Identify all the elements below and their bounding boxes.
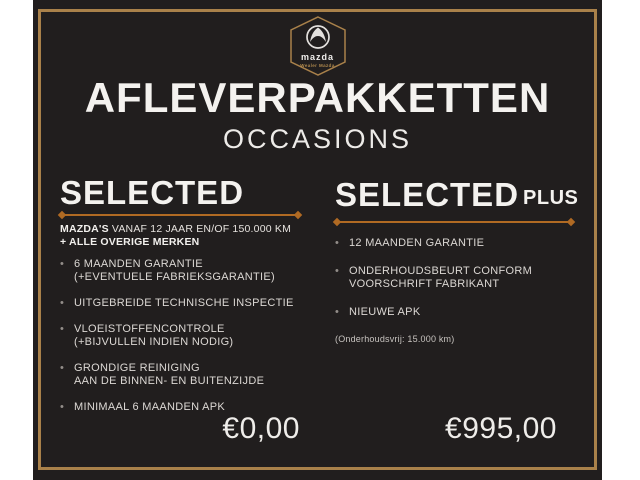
bullet-icon: • <box>335 237 339 249</box>
list-item <box>60 362 300 388</box>
item-text: 6 MAANDEN GARANTIE (+EVENTUELE FABRIEKSGARANTIE) <box>74 258 275 283</box>
intro-line2: + ALLE OVERIGE MERKEN <box>60 235 200 248</box>
bullet-icon: • <box>60 297 64 309</box>
mazda-wordmark: mazda <box>300 52 334 62</box>
page-title: AFLEVERPAKKETTEN <box>84 74 551 121</box>
column-selected-plus <box>335 178 579 344</box>
intro-rest: VANAF 12 JAAR EN/OF 150.000 KM <box>108 223 292 235</box>
list-item <box>335 265 579 291</box>
item-text: MINIMAAL 6 MAANDEN APK <box>74 401 226 413</box>
item-text: NIEUWE APK <box>349 306 421 318</box>
bullet-icon: • <box>60 362 64 374</box>
dealer-name: Wealer Mazda <box>300 63 335 68</box>
item-text: VLOEISTOFFENCONTROLE (+BIJVULLEN INDIEN NODIG) <box>74 323 234 348</box>
column-selected <box>60 176 300 427</box>
column-intro <box>60 223 300 248</box>
mazda-badge <box>289 16 347 76</box>
page-subtitle: OCCASIONS <box>222 124 413 154</box>
item-text: UITGEBREIDE TECHNISCHE INSPECTIE <box>74 297 294 309</box>
item-text: GRONDIGE REINIGING AAN DE BINNEN- EN BUITENZIJDE <box>74 362 265 387</box>
price-selected: €0,00 <box>222 412 300 445</box>
title-divider <box>335 221 573 223</box>
column-title-text: SELECTED <box>335 176 520 213</box>
column-title <box>335 178 579 217</box>
column-title-text: SELECTED <box>60 174 245 211</box>
dark-panel <box>33 0 602 480</box>
title-divider <box>60 214 300 216</box>
column-title <box>60 176 300 210</box>
footnote: (Onderhoudsvrij: 15.000 km) <box>335 334 455 344</box>
price-selected-plus: €995,00 <box>445 412 557 445</box>
list-item <box>335 306 579 319</box>
intro-bold: MAZDA'S <box>60 223 109 235</box>
list-item <box>60 323 300 349</box>
bullet-icon: • <box>60 323 64 335</box>
bullet-icon: • <box>335 265 339 277</box>
feature-list <box>60 258 300 414</box>
list-item <box>60 297 300 310</box>
bullet-icon: • <box>60 401 64 413</box>
column-title-suffix: PLUS <box>523 187 579 209</box>
mazda-wings-icon <box>310 28 326 43</box>
item-text: 12 MAANDEN GARANTIE <box>349 237 485 249</box>
bullet-icon: • <box>60 258 64 270</box>
item-text: ONDERHOUDSBEURT CONFORM VOORSCHRIFT FABRIKANT <box>349 265 533 290</box>
list-item <box>60 258 300 284</box>
list-item <box>335 237 579 250</box>
bullet-icon: • <box>335 306 339 318</box>
feature-list <box>335 237 579 319</box>
